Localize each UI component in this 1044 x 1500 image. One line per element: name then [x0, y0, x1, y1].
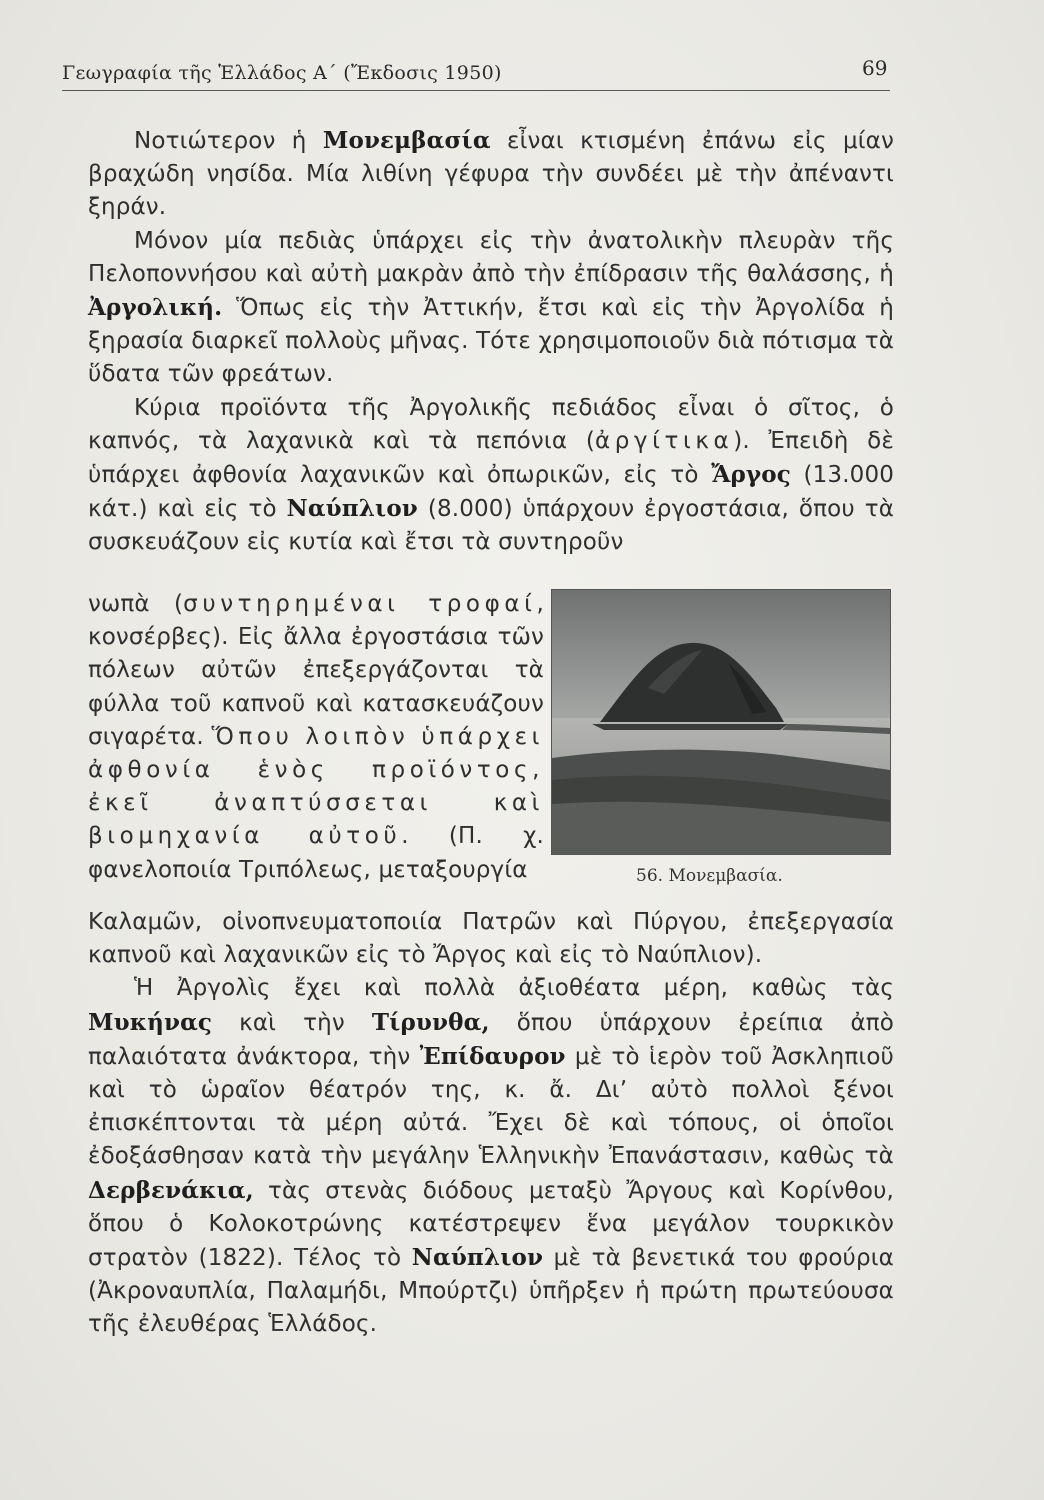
page-number: 69 [862, 56, 888, 80]
paragraph-products: Κύρια προϊόντα τῆς Ἀργολικῆς πεδιάδος εἶναι ὁ σῖτος, ὁ καπνός, τὰ λαχανικὰ καὶ τὰ πεπόνια (ἀργίτικα). Ἐπειδὴ δὲ ὑπάρχει ἀφθονία λαχανικῶν καὶ ὀπωρικῶν, εἰς τὸ Ἄργος (13.000 κάτ.) καὶ εἰς τὸ Ναύπλιον (8.000) ὑπάρχουν ἐργοστάσια, ὅπου τὰ συσκευάζουν εἰς κυτία καὶ ἔτσι τὰ συντηροῦν [88, 394, 895, 556]
term-argoliki: Ἀργολική. [88, 294, 223, 322]
monemvasia-rock-photo [552, 590, 890, 854]
header-rule [62, 90, 890, 91]
term-mykines: Μυκήνας [88, 1008, 213, 1036]
term-dervenakia: Δερβενάκια, [88, 1176, 254, 1204]
term-nafplio: Ναύπλιον [286, 495, 418, 523]
term-tiryntha: Τίρυνθα, [371, 1008, 490, 1036]
photo-monemvasia [551, 589, 891, 855]
paragraph-products-continued: νωπὰ (συντηρημέναι τροφαί, κονσέρβες). Εἰς ἄλλα ἐργοστάσια τῶν πόλεων αὐτῶν ἐπεξεργάζονται τὰ φύλλα τοῦ καπνοῦ καὶ κατασκευάζουν σιγαρέτα. Ὅπου λοιπὸν ὑπάρχει ἀφθονία ἑνὸς προϊόντος, ἐκεῖ ἀναπτύσσεται καὶ βιομηχανία αὐτοῦ. (Π. χ. φανελοποιία Τριπόλεως, μεταξουργία [88, 591, 545, 883]
running-head-title: Γεωγραφία τῆς Ἑλλάδος Α΄ (Ἔκδοσις 1950) [62, 62, 502, 84]
emphasized-rule: Ὅπου λοιπὸν ὑπάρχει ἀφθονία ἑνὸς προϊόντος, ἐκεῖ ἀναπτύσσεται καὶ βιομηχανία αὐτοῦ [88, 723, 545, 850]
term-epidavros: Ἐπίδαυρον [419, 1042, 566, 1070]
term-nafplio-2: Ναύπλιον [411, 1244, 544, 1272]
paragraph-argoliki: Μόνον μία πεδιὰς ὑπάρχει εἰς τὴν ἀνατολικὴν πλευρὰν τῆς Πελοποννήσου καὶ αὐτὴ μακρὰν ἀπὸ τὴν ἐπίδρασιν τῆς θαλάσσης, ἡ Ἀργολική. Ὅπως εἰς τὴν Ἀττικήν, ἔτσι καὶ εἰς τὴν Ἀργολίδα ἡ ξηρασία διαρκεῖ πολλοὺς μῆνας. Τότε χρησιμοποιοῦν διὰ πότισμα τὰ ὕδατα τῶν φρεάτων. [88, 227, 895, 388]
paragraph-monemvasia: Νοτιώτερον ἡ Μονεμβασία εἶναι κτισμένη ἐπάνω εἰς μίαν βραχώδη νησίδα. Μία λιθίνη γέφυρα τὴν συνδέει μὲ τὴν ἀπέναντι ξηράν. [88, 127, 894, 221]
text-block-wrapped [88, 588, 544, 887]
term-syntirimenai-trofai: συντηρημέναι τροφαί [183, 591, 537, 617]
term-argos: Ἄργος [711, 461, 791, 489]
text-block-bottom [88, 906, 894, 1342]
running-head [62, 62, 890, 84]
figure-caption: 56. Μονεμβασία. [636, 866, 783, 886]
term-argitika: ἀργίτικα [594, 427, 734, 454]
paragraph-argolis-sights: Ἡ Ἀργολὶς ἔχει καὶ πολλὰ ἀξιοθέατα μέρη, καθὼς τὰς Μυκήνας καὶ τὴν Τίρυνθα, ὅπου ὑπάρχουν ἐρείπια ἀπὸ παλαιότατα ἀνάκτορα, τὴν Ἐπίδαυρον μὲ τὸ ἱερὸν τοῦ Ἀσκληπιοῦ καὶ τὸ ὡραῖον θέατρόν της, κ. ἄ. Διʼ αὐτὸ πολλοὶ ξένοι ἐπισκέπτονται τὰ μέρη αὐτά. Ἔχει δὲ καὶ τόπους, οἱ ὁποῖοι ἐδοξάσθησαν κατὰ τὴν μεγάλην Ἑλληνικὴν Ἐπανάστασιν, καθὼς τὰ Δερβενάκια, τὰς στενὰς διόδους μεταξὺ Ἄργους καὶ Κορίνθου, ὅπου ὁ Κολοκοτρώνης κατέστρεψεν ἕνα μεγάλον τουρκικὸν στρατὸν (1822). Τέλος τὸ Ναύπλιον μὲ τὰ βενετικά του φρούρια (Ἀκροναυπλία, Παλαμήδι, Μπούρτζι) ὑπῆρξεν ἡ πρώτη πρωτεύουσα τῆς ἐλευθέρας Ἑλλάδος. [88, 975, 895, 1338]
term-monemvasia: Μονεμβασία [322, 127, 491, 154]
text-block-top [88, 124, 894, 560]
paragraph-products-end: Καλαμῶν, οἰνοπνευματοποιία Πατρῶν καὶ Πύργου, ἐπεξεργασία καπνοῦ καὶ λαχανικῶν εἰς τὸ Ἄργος καὶ εἰς τὸ Ναύπλιον). [88, 909, 894, 969]
